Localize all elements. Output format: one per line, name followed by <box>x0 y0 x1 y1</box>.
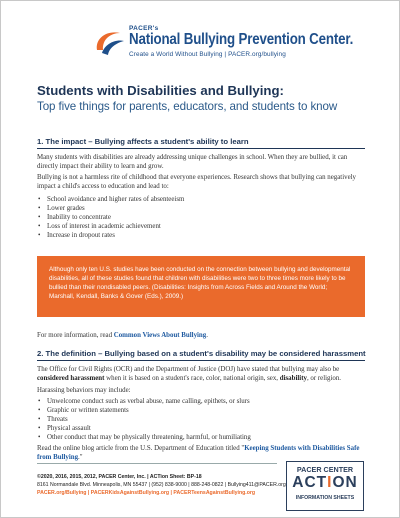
section-2-para-2: Harassing behaviors may include: <box>37 387 131 394</box>
read-online-suffix: ." <box>78 454 83 462</box>
footer-copyright: ©2020, 2016, 2015, 2012, PACER Center, Inc. | ACTion Sheet: BP-18 <box>37 474 202 480</box>
badge-action <box>287 474 363 492</box>
harassment-bold: considered harassment <box>37 375 105 383</box>
list-item: • Other conduct that may be physically threatening, harmful, or humiliating <box>47 433 367 442</box>
statistic-callout: Although only ten U.S. studies have been conducted on the connection between bullying and developmental disabilities, all of these studies found that children with disabilities were two to three times more likely to be bullied than their nondisabled peers. (Disabilities: Insights from Across Fields and Around the World; Marshall, Kendall, Banks & Gover (Eds.), 2009.) <box>37 256 365 317</box>
section-1-heading: 1. The impact – Bullying affects a student's ability to learn <box>37 137 365 149</box>
list-item: • Increase in dropout rates <box>47 231 367 240</box>
logo-tagline: Create a World Without Bullying | PACER.org/bullying <box>129 51 286 58</box>
action-sheet-badge <box>286 461 364 511</box>
section-1-bullet-list <box>37 195 367 240</box>
list-item: • Graphic or written statements <box>47 406 367 415</box>
more-info-prefix: For more information, read <box>37 332 114 339</box>
badge-act: ACT <box>292 474 328 491</box>
swoosh-logo-icon <box>93 28 127 58</box>
section-2-heading: 2. The definition – Bullying based on a student's disability may be considered harassment <box>37 349 365 361</box>
page-title: Students with Disabilities and Bullying: <box>37 83 284 98</box>
ocr-doj-text: The Office for Civil Rights (OCR) and the Department of Justice (DOJ) have stated that bullying may also be <box>37 366 340 373</box>
list-item: • Threats <box>47 415 367 424</box>
badge-pacer-center: PACER CENTER <box>296 465 354 474</box>
footer-links[interactable]: PACER.org/Bullying | PACERKidsAgainstBullying.org | PACERTeensAgainstBullying.org <box>37 490 256 496</box>
footer-divider <box>37 463 277 464</box>
list-item: • Physical assault <box>47 424 367 433</box>
more-info-line <box>37 331 367 340</box>
read-online-line <box>37 444 367 463</box>
list-item: • School avoidance and higher rates of absenteeism <box>47 195 367 204</box>
badge-information-sheets: INFORMATION SHEETS <box>295 495 355 501</box>
disability-bold: disability <box>279 375 307 383</box>
page-subtitle: Top five things for parents, educators, and students to know <box>37 100 338 113</box>
more-info-suffix: . <box>206 332 208 339</box>
keeping-students-safe-link[interactable]: Keeping Students with Disabilities Safe from Bullying <box>37 445 360 462</box>
badge-on: ON <box>332 474 358 491</box>
badge-i: I <box>327 474 333 491</box>
section-2-bullet-list <box>37 397 367 442</box>
list-item: • Inability to concentrate <box>47 213 367 222</box>
logo-org-small: PACER's <box>129 25 159 32</box>
religion-text: , or religion. <box>306 375 342 383</box>
list-item: • Lower grades <box>47 204 367 213</box>
logo-org-name: National Bullying Prevention Center. <box>129 31 354 48</box>
common-views-link[interactable]: Common Views About Bullying <box>113 332 207 339</box>
read-online-prefix: Read the online blog article from the U.S. Department of Education titled " <box>37 445 245 452</box>
section-2-para-1 <box>37 365 367 384</box>
footer-address: 8161 Normandale Blvd. Minneapolis, MN 55437 | (952) 838-9000 | 888-248-0822 | Bullying411@PACER.org <box>37 482 286 488</box>
list-item: • Unwelcome conduct such as verbal abuse, name calling, epithets, or slurs <box>47 397 367 406</box>
protected-classes-text: when it is based on a student's race, color, national origin, sex, <box>104 375 280 383</box>
section-1-para-1: Many students with disabilities are already addressing unique challenges in school. When they are bullied, it can directly impact their ability to learn and grow. <box>37 154 348 171</box>
section-1-para-2: Bullying is not a harmless rite of childhood that everyone experiences. Research shows that bullying can negatively impact a child's access to education and lead to: <box>37 174 356 191</box>
list-item: • Loss of interest in academic achievement <box>47 222 367 231</box>
